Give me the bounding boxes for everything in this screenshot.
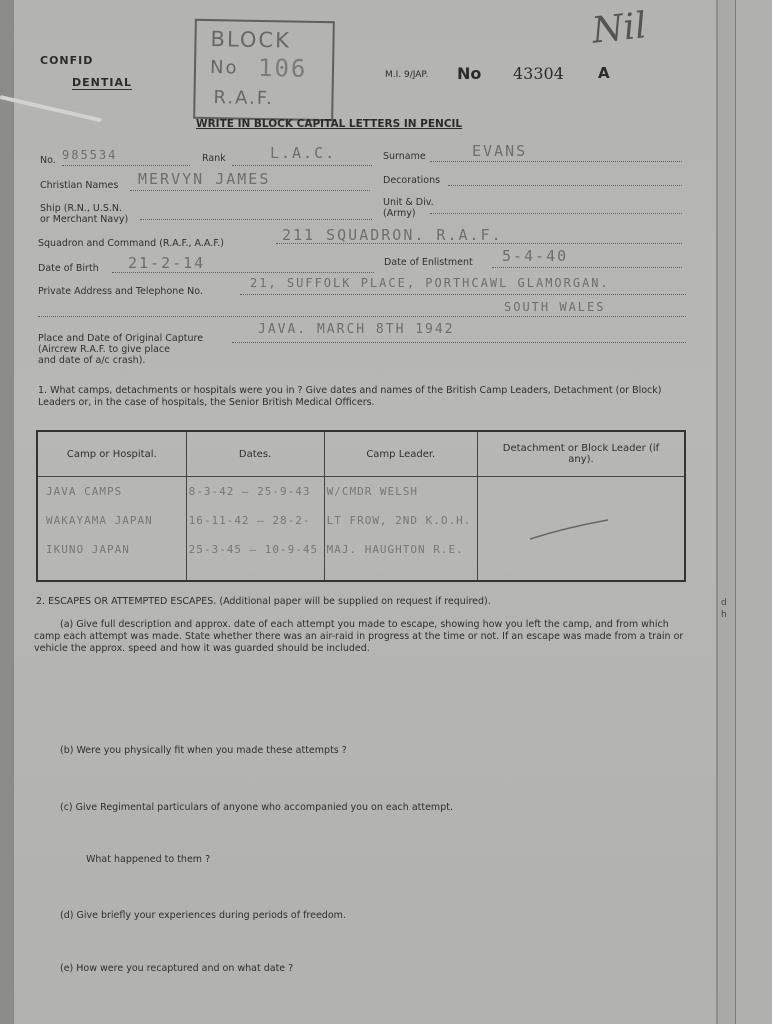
squadron-label: Squadron and Command (R.A.F., A.A.F.) (38, 238, 224, 249)
form-number: 43304 (513, 64, 564, 83)
question-2d: (d) Give briefly your experiences during periods of freedom. (60, 910, 346, 921)
side-mark: h (721, 610, 727, 620)
table-cell-detachment (477, 477, 685, 582)
table-row-dates: 8-3-42 – 25-9-43 (188, 485, 311, 498)
table-row-dates: 25-3-45 – 10-9-45 (188, 543, 319, 556)
stamp-number: 106 (257, 53, 308, 83)
stamp-line1: BLOCK (210, 27, 292, 53)
question-1: 1. What camps, detachments or hospitals were you in ? Give dates and names of the British Camp Leaders, Detachment (or Block) Leaders or, in the case of hospitals, the Senior British Medical Officers. (38, 385, 662, 408)
stamp-line2: No (209, 57, 239, 79)
squadron-value: 211 SQUADRON. R.A.F. (282, 226, 503, 244)
side-mark: d (721, 598, 727, 608)
header-dates: Dates. (186, 431, 324, 477)
address-value-line2: SOUTH WALES (504, 300, 606, 314)
ship-label: Ship (R.N., U.S.N. or Merchant Navy) (40, 203, 129, 225)
christian-names-value: MERVYN JAMES (138, 170, 271, 188)
question-2-title: 2. ESCAPES OR ATTEMPTED ESCAPES. (Additional paper will be supplied on request if required). (36, 596, 491, 607)
dob-label: Date of Birth (38, 263, 99, 274)
address-value-line1: 21, SUFFOLK PLACE, PORTHCAWL GLAMORGAN. (250, 276, 610, 290)
form-suffix: A (598, 64, 610, 82)
question-2c-followup: What happened to them ? (86, 854, 211, 865)
block-stamp (193, 19, 335, 121)
enlistment-value: 5-4-40 (502, 247, 569, 265)
christian-names-label: Christian Names (40, 180, 119, 191)
confidential-top: CONFID (40, 54, 94, 67)
question-2e: (e) How were you recaptured and on what date ? (60, 963, 294, 974)
table-row-dates: 16-11-42 – 28-2- (188, 514, 311, 527)
table-row-camp: IKUNO JAPAN (46, 543, 130, 556)
no-label: No (457, 64, 482, 83)
header-detachment-leader: Detachment or Block Leader (if any). (477, 431, 685, 477)
surname-value: EVANS (472, 142, 528, 160)
header-camp-leader: Camp Leader. (324, 431, 477, 477)
no-label-field: No. (40, 155, 56, 166)
camp-table (36, 430, 686, 582)
mi-ref: M.I. 9/JAP. (385, 70, 429, 80)
rank-value: L.A.C. (270, 144, 337, 162)
capture-value: JAVA. MARCH 8TH 1942 (258, 322, 455, 337)
instruction: WRITE IN BLOCK CAPITAL LETTERS IN PENCIL (196, 118, 463, 130)
table-cell-leaders (324, 477, 477, 582)
table-row-leader: W/CMDR WELSH (326, 485, 419, 498)
table-row-leader: MAJ. HAUGHTON R.E. (326, 543, 464, 556)
question-2b: (b) Were you physically fit when you made these attempts ? (60, 745, 347, 756)
unit-label: Unit & Div. (Army) (383, 197, 434, 219)
question-2c: (c) Give Regimental particulars of anyone who accompanied you on each attempt. (60, 802, 453, 813)
table-row-camp: JAVA CAMPS (46, 485, 123, 498)
surname-label: Surname (383, 151, 426, 162)
question-2a: (a) Give full description and approx. date of each attempt you made to escape, showing how you left the camp, and from which camp each attempt was made. State whether there was an air-raid in progress at the time or not. If an escape was made from a train or vehicle the approx. speed and how it was guarded should be included. (34, 619, 684, 654)
address-label: Private Address and Telephone No. (38, 286, 203, 297)
capture-label: Place and Date of Original Capture (Aircrew R.A.F. to give place and date of a/c crash). (38, 333, 204, 366)
rank-label: Rank (202, 153, 226, 164)
table-row-camp: WAKAYAMA JAPAN (46, 514, 153, 527)
no-value: 985534 (62, 148, 118, 162)
confidential-bottom: DENTIAL (72, 76, 132, 89)
table-cell-camps (37, 477, 186, 582)
stamp-line3: R.A.F. (213, 87, 275, 110)
header-camp: Camp or Hospital. (37, 431, 186, 477)
margin-note: Nil (590, 5, 649, 52)
back-page-edge (735, 0, 772, 1024)
pencil-dash (478, 477, 664, 585)
enlistment-label: Date of Enlistment (384, 257, 473, 268)
decorations-label: Decorations (383, 175, 441, 186)
dob-value: 21-2-14 (128, 254, 206, 272)
table-cell-dates (186, 477, 324, 582)
table-row-leader: LT FROW, 2ND K.O.H. (326, 514, 472, 527)
